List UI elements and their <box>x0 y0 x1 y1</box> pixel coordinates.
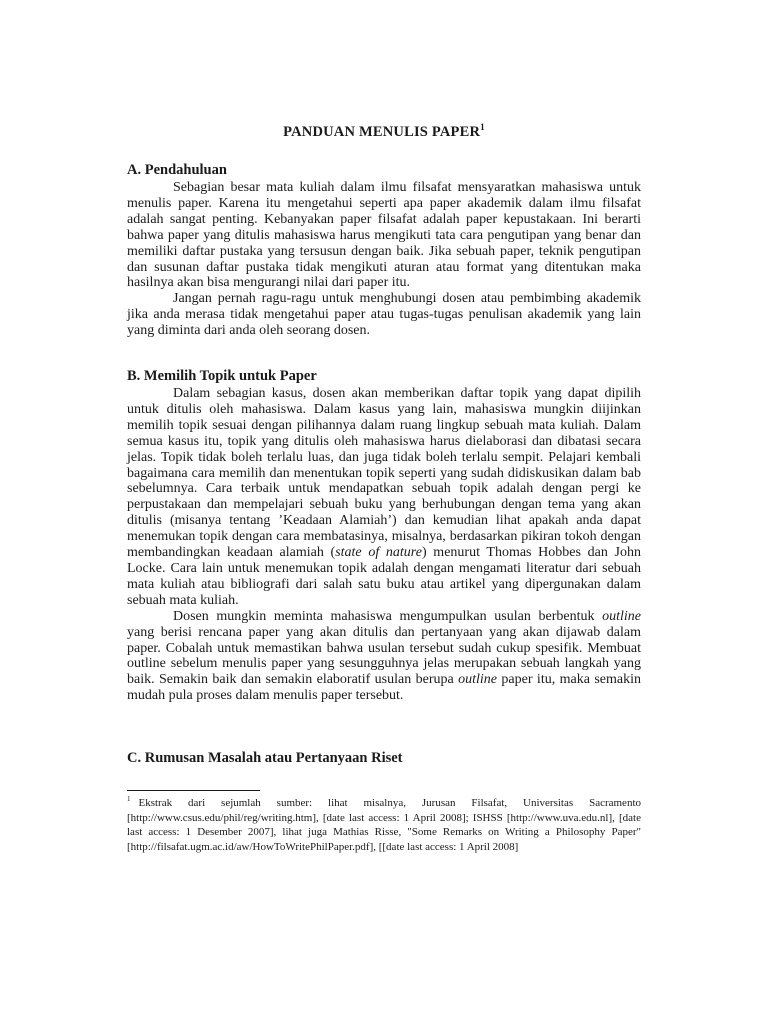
section-b-p2-text-2: yang berisi rencana paper yang akan ditulis dan pertanyaan yang akan dijawab dalam paper. Cobalah untuk memastikan bahwa usulan tersebut sudah cukup spesifik. Membuat outline sebelum menulis paper yang sesungguhnya jelas merupakan sebuah langkah yang baik. Semakin baik dan semakin elaboratif usulan berupa <box>127 624 641 688</box>
title-text: PANDUAN MENULIS PAPER <box>283 124 481 140</box>
section-a-heading: A. Pendahuluan <box>127 162 227 178</box>
section-b-p1-text-2: ) menurut Thomas Hobbes dan John Locke. Cara lain untuk menemukan topik adalah dengan mengamati literatur dari sebuah mata kuliah atau bibliografi dari salah satu buku atau artikel yang dipergunakan dalam sebuah mata kuliah. <box>127 545 641 608</box>
footnote-mark: 1 <box>127 795 131 804</box>
section-b-p1-text-1: Dalam sebagian kasus, dosen akan memberikan daftar topik yang dapat dipilih untuk ditulis oleh mahasiswa. Dalam kasus yang lain, mahasiswa mungkin diijinkan memilih topik sesuai dengan pilihannya dalam ruang lingkup sebuah mata kuliah. Dalam semua kasus itu, topik yang ditulis oleh mahasiswa harus dielaborasi dan dibatasi secara jelas. Topik tidak boleh terlalu luas, dan juga tidak boleh terlalu sempit. Pelajari kembali bagaimana cara memilih dan menentukan topik seperti yang sudah didiskusikan dalam bab sebelumnya. Cara terbaik untuk mendapatkan sebuah topik adalah dengan pergi ke perpustakaan dan mempelajari sebuah buku yang berhubungan dengan tema yang akan ditulis (misanya tentang ’Keadaan Alamiah’) dan kemudian lihat apakah anda dapat menemukan topik dengan cara membatasinya, misalnya, berdasarkan pikiran tokoh dengan membandingkan keadaan alamiah ( <box>127 386 641 561</box>
footnote-divider <box>127 790 260 791</box>
section-b-body <box>127 386 641 704</box>
section-b-p1-italic: state of nature <box>335 545 422 561</box>
section-c-heading: C. Rumusan Masalah atau Pertanyaan Riset <box>127 750 403 766</box>
section-a-body <box>127 180 641 339</box>
footnote <box>127 796 641 854</box>
section-b-p2-italic-2: outline <box>458 672 498 688</box>
section-a-paragraph-1: Sebagian besar mata kuliah dalam ilmu filsafat mensyaratkan mahasiswa untuk menulis paper. Karena itu mengetahui seperti apa paper akademik dalam ilmu filsafat adalah sangat penting. Kebanyakan paper filsafat adalah paper kepustakaan. Ini berarti bahwa paper yang ditulis mahasiswa harus mengikuti tata cara pengutipan yang benar dan memiliki daftar pustaka yang tersusun dengan baik. Jika sebuah paper, teknik pengutipan dan susunan daftar pustaka tidak mengikuti aturan atau format yang ditentukan maka hasilnya akan bisa mengurangi nilai dari paper itu. <box>127 180 641 291</box>
footnote-text: Ekstrak dari sejumlah sumber: lihat misalnya, Jurusan Filsafat, Universitas Sacramento [http://www.csus.edu/phil/reg/writing.htm], [date last access: 1 April 2008]; ISHSS [http://www.uva.edu.nl], [date last access: 1 Desember 2007], lihat juga Mathias Risse, "Some Remarks on Writing a Philosophy Paper" [http://filsafat.ugm.ac.id/aw/HowToWritePhilPaper.pdf], [[date last access: 1 April 2008] <box>127 797 641 853</box>
section-b-p2-text-1: Dosen mungkin meminta mahasiswa mengumpulkan usulan berbentuk <box>173 608 603 624</box>
title-footnote-mark: 1 <box>480 122 485 133</box>
page-title <box>0 124 768 141</box>
section-b-paragraph-2 <box>127 609 641 704</box>
section-b-p2-text-3: paper itu, maka semakin mudah pula proses dalam menulis paper tersebut. <box>127 672 641 704</box>
section-b-heading: B. Memilih Topik untuk Paper <box>127 368 317 384</box>
section-a-paragraph-2: Jangan pernah ragu-ragu untuk menghubungi dosen atau pembimbing akademik jika anda merasa tidak mengetahui paper atau tugas-tugas penulisan akademik yang lain yang diminta dari anda oleh seorang dosen. <box>127 291 641 339</box>
section-b-p2-italic-1: outline <box>602 608 641 624</box>
section-b-paragraph-1 <box>127 386 641 609</box>
